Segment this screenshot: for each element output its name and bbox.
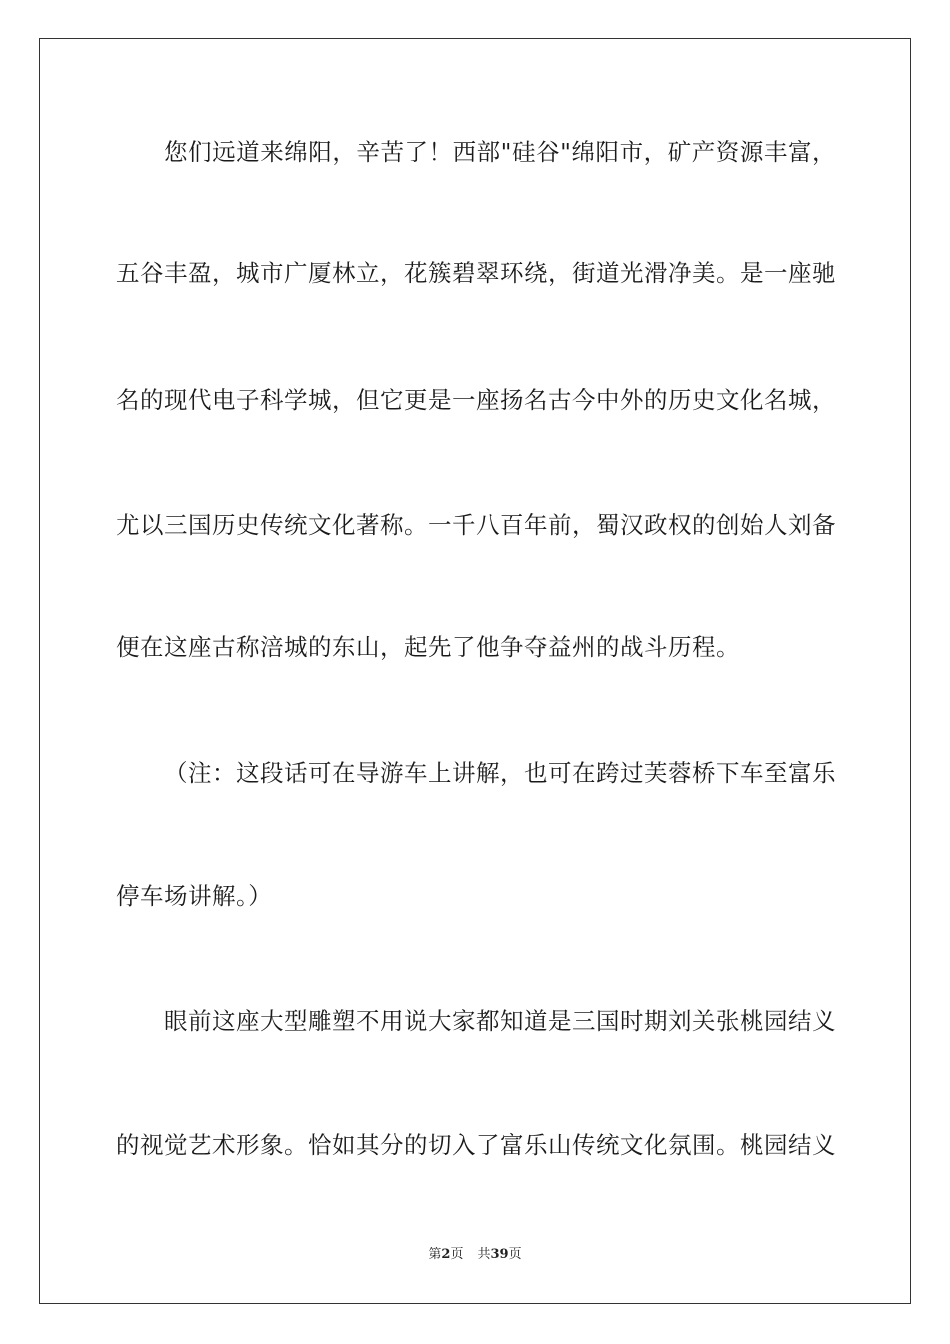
page-border bbox=[39, 38, 911, 1304]
paragraph-line: 便在这座古称涪城的东山，起先了他争夺益州的战斗历程。 bbox=[116, 633, 740, 661]
note-line: 停车场讲解。） bbox=[116, 882, 273, 910]
paragraph-line: 五谷丰盈，城市广厦林立，花簇碧翠环绕，街道光滑净美。是一座驰 bbox=[116, 259, 836, 287]
paragraph-line: 眼前这座大型雕塑不用说大家都知道是三国时期刘关张桃园结义 bbox=[164, 1007, 836, 1035]
paragraph-line: 尤以三国历史传统文化著称。一千八百年前，蜀汉政权的创始人刘备 bbox=[116, 511, 836, 539]
page-footer bbox=[0, 1246, 950, 1264]
paragraph-line: 的视觉艺术形象。恰如其分的切入了富乐山传统文化氛围。桃园结义 bbox=[116, 1131, 836, 1159]
page-indicator: 第2页 bbox=[428, 1247, 464, 1262]
total-pages-indicator: 共39页 bbox=[477, 1247, 522, 1262]
page-number: 2 bbox=[441, 1247, 451, 1262]
total-pages: 39 bbox=[490, 1247, 509, 1262]
paragraph-line: 您们远道来绵阳，辛苦了！西部"硅谷"绵阳市，矿产资源丰富， bbox=[164, 138, 836, 166]
note-line: （注：这段话可在导游车上讲解，也可在跨过芙蓉桥下车至富乐 bbox=[164, 759, 836, 787]
paragraph-line: 名的现代电子科学城，但它更是一座扬名古今中外的历史文化名城， bbox=[116, 386, 836, 414]
